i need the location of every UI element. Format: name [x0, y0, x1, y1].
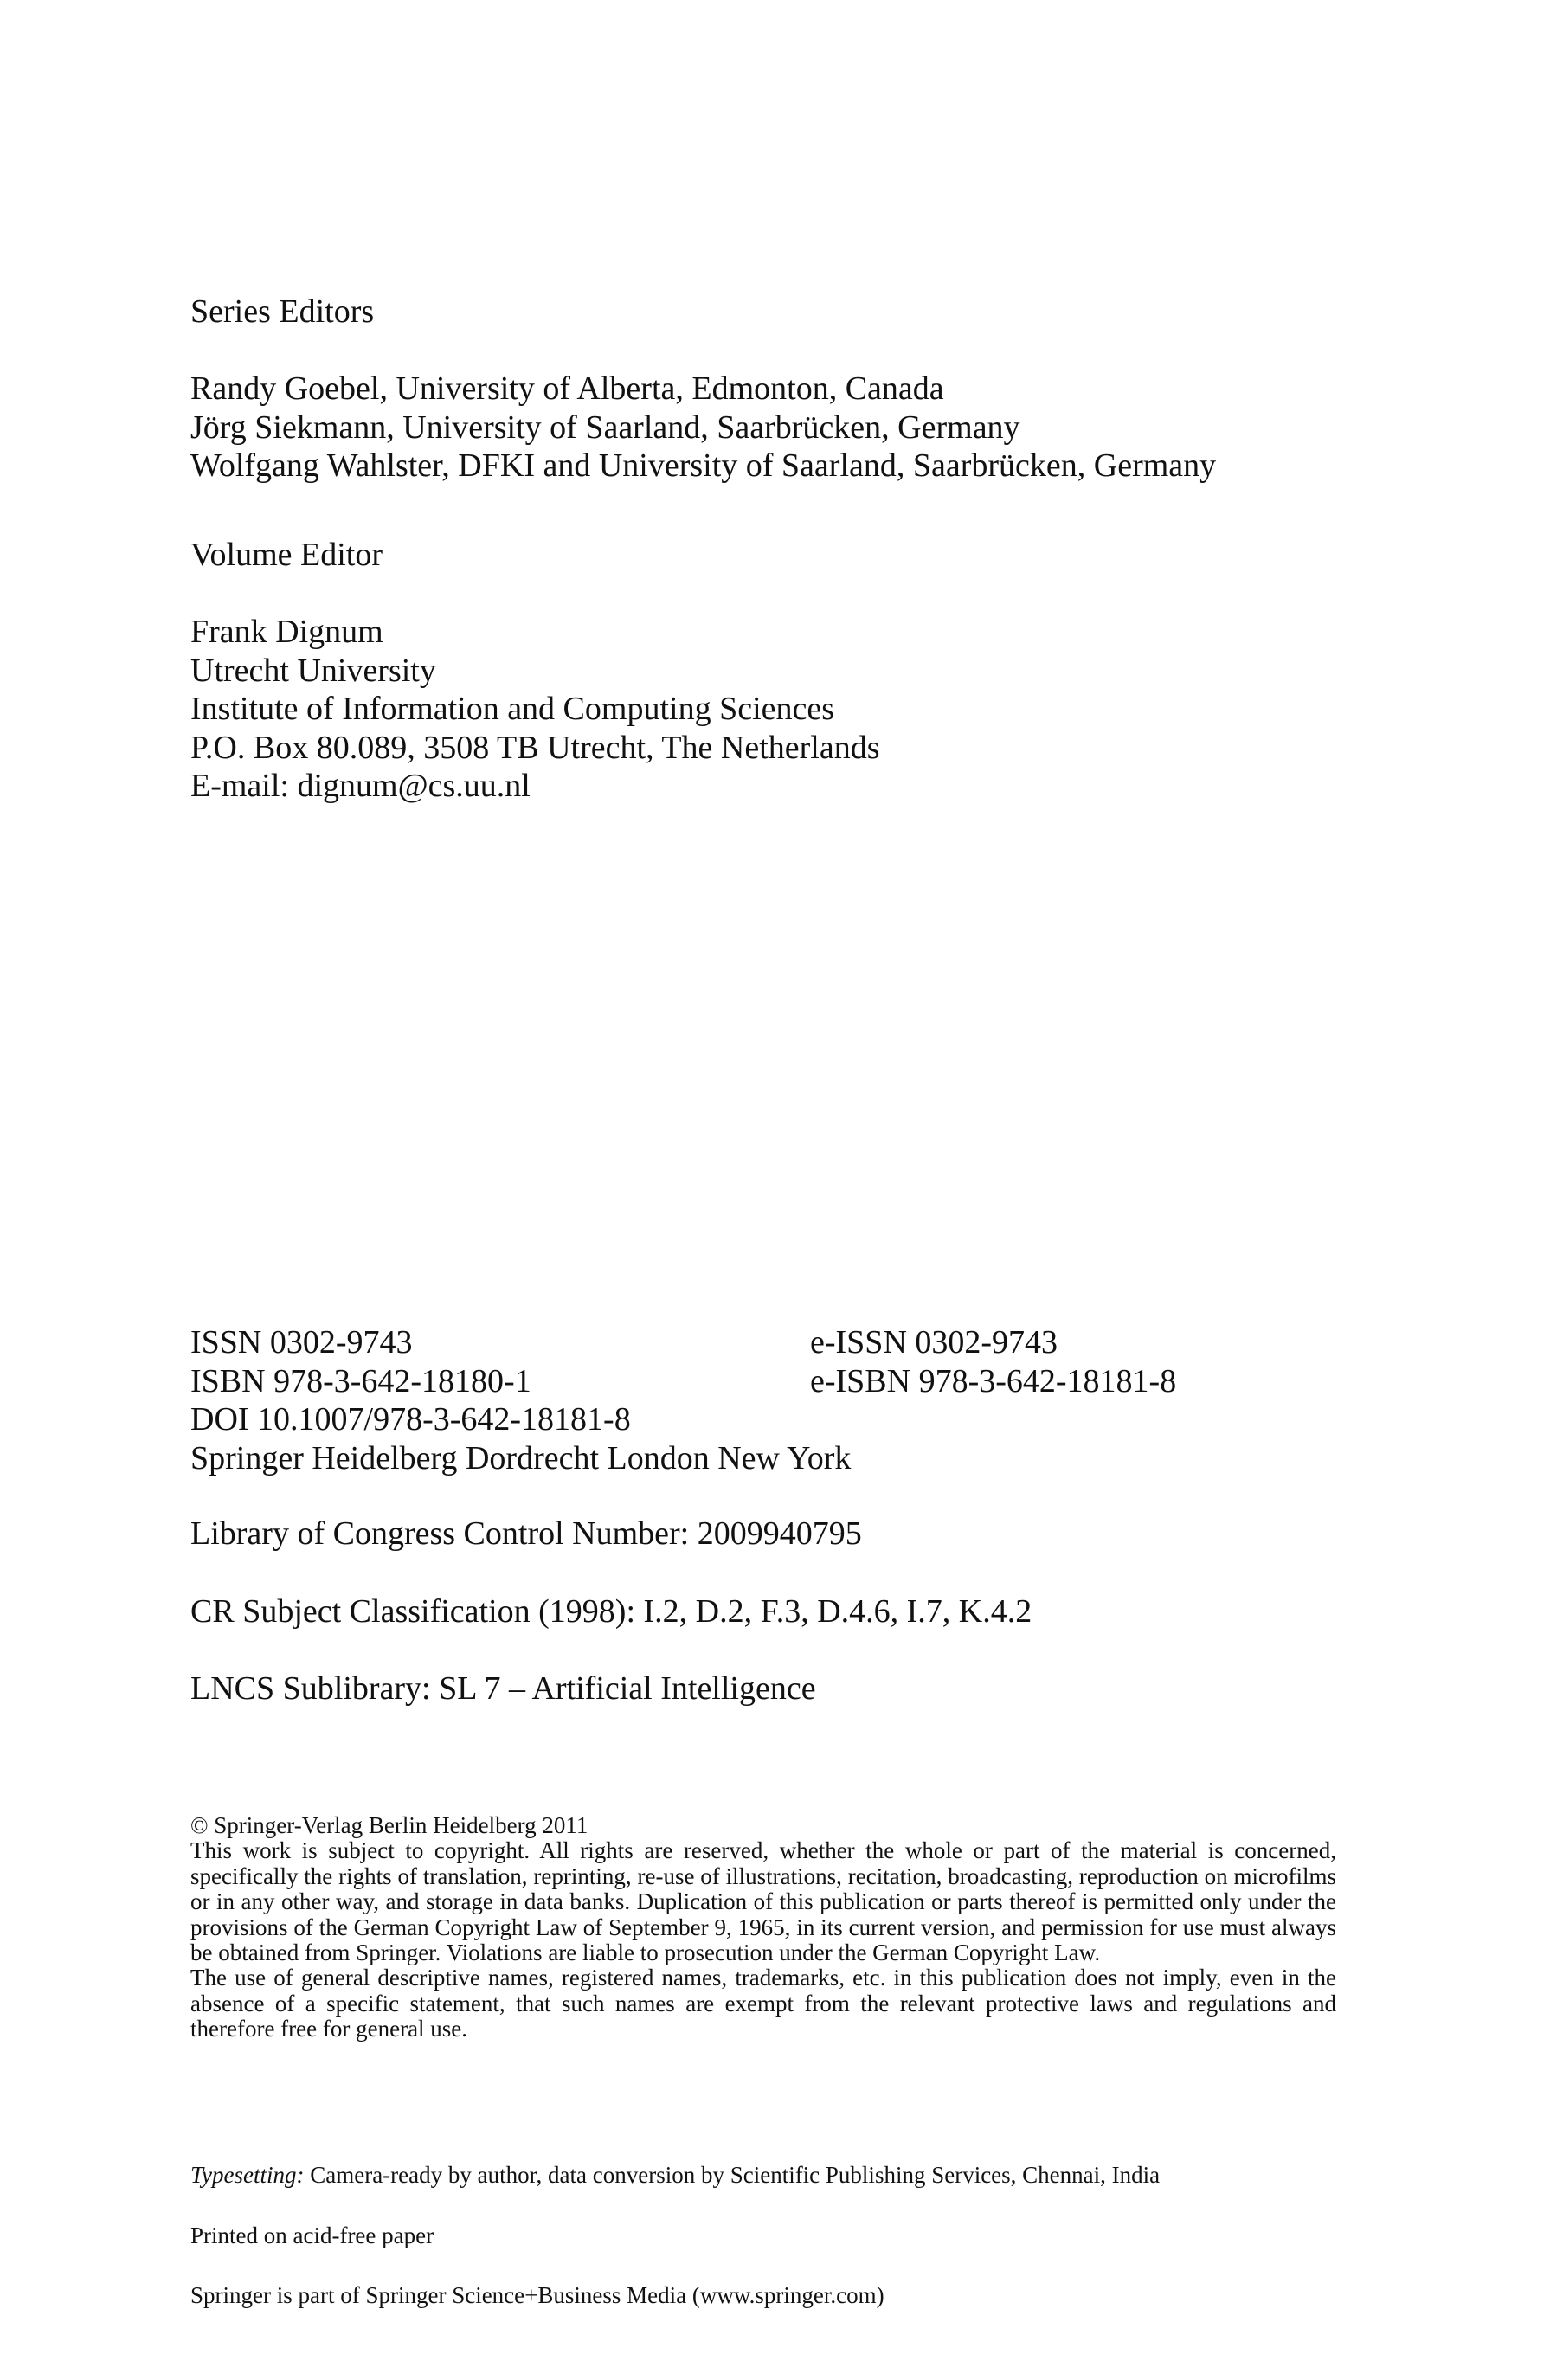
typesetting-text: Camera-ready by author, data conversion by Scientific Publishing Services, Chennai, India	[304, 2162, 1161, 2188]
volume-editor-block	[190, 613, 880, 806]
copyright-paragraph-1: This work is subject to copyright. All rights are reserved, whether the whole or part of the material is concerned, specifically the rights of translation, reprinting, re-use of illustrations, recitation, broadcasting, reproduction on microfilms or in any other way, and storage in data banks. Duplication of this publication or parts thereof is permitted only under the provisions of the German Copyright Law of September 9, 1965, in its current version, and permission for use must always be obtained from Springer. Violations are liable to prosecution under the German Copyright Law.	[190, 1837, 1336, 1966]
isbn-row	[190, 1362, 1177, 1401]
identifiers-block	[190, 1323, 1177, 1477]
volume-editor-name: Frank Dignum	[190, 614, 383, 650]
loc-control-number: Library of Congress Control Number: 2009940795	[190, 1515, 862, 1552]
series-editor-1: Randy Goebel, University of Alberta, Edmonton, Canada	[190, 370, 944, 407]
volume-editor-institute: Institute of Information and Computing Sciences	[190, 691, 835, 727]
copyright-line: © Springer-Verlag Berlin Heidelberg 2011	[190, 1812, 588, 1838]
volume-editor-heading: Volume Editor	[190, 537, 383, 573]
series-editors-list	[190, 370, 1216, 486]
typesetting-line	[190, 2163, 1160, 2188]
copyright-block	[190, 1813, 1336, 2042]
volume-editor-email: E-mail: dignum@cs.uu.nl	[190, 768, 531, 804]
typesetting-label: Typesetting:	[190, 2162, 305, 2188]
publisher-cities: Springer Heidelberg Dordrecht London New York	[190, 1439, 852, 1476]
eissn: e-ISSN 0302-9743	[810, 1324, 1058, 1360]
volume-editor-address: P.O. Box 80.089, 3508 TB Utrecht, The Netherlands	[190, 729, 880, 766]
springer-note: Springer is part of Springer Science+Business Media (www.springer.com)	[190, 2282, 884, 2308]
isbn: ISBN 978-3-642-18180-1	[190, 1362, 531, 1399]
series-editor-3: Wolfgang Wahlster, DFKI and University of Saarland, Saarbrücken, Germany	[190, 447, 1217, 484]
cr-subject-classification: CR Subject Classification (1998): I.2, D.2, F.3, D.4.6, I.7, K.4.2	[190, 1593, 1032, 1630]
printed-on: Printed on acid-free paper	[190, 2222, 434, 2248]
issn: ISSN 0302-9743	[190, 1324, 413, 1360]
series-editors-heading: Series Editors	[190, 293, 375, 330]
series-editor-2: Jörg Siekmann, University of Saarland, Saarbrücken, Germany	[190, 408, 1020, 446]
doi: DOI 10.1007/978-3-642-18181-8	[190, 1401, 631, 1438]
volume-editor-affiliation: Utrecht University	[190, 652, 436, 689]
issn-row	[190, 1323, 1058, 1362]
eisbn: e-ISBN 978-3-642-18181-8	[810, 1362, 1177, 1399]
copyright-paragraph-2: The use of general descriptive names, registered names, trademarks, etc. in this publication does not imply, even in the absence of a specific statement, that such names are exempt from the relevant protective laws and regulations and therefore free for general use.	[190, 1965, 1336, 2042]
lncs-sublibrary: LNCS Sublibrary: SL 7 – Artificial Intelligence	[190, 1670, 816, 1707]
